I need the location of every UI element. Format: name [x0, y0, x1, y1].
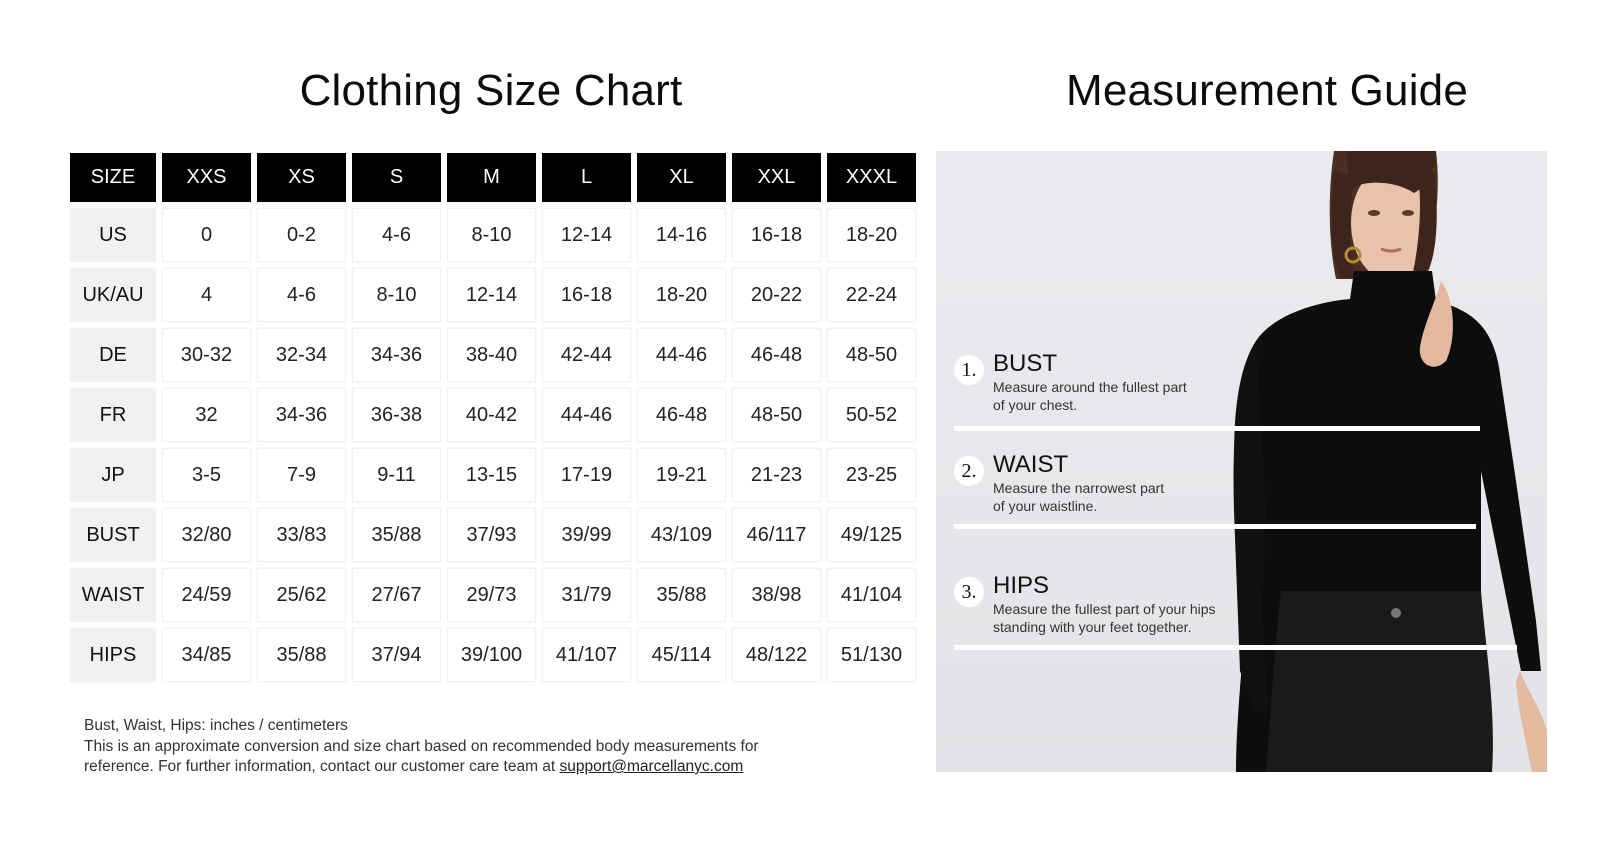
disclaimer-text: reference. For further information, contact our customer care team at	[84, 758, 560, 775]
table-cell: 46-48	[637, 388, 726, 442]
table-cell: 14-16	[637, 208, 726, 262]
table-row	[70, 208, 916, 262]
row-label: HIPS	[70, 628, 156, 682]
step-description	[993, 379, 1187, 414]
table-cell: 12-14	[542, 208, 631, 262]
row-label: WAIST	[70, 568, 156, 622]
step-description	[993, 601, 1216, 636]
table-cell: 17-19	[542, 448, 631, 502]
table-cell: 36-38	[352, 388, 441, 442]
step-label: HIPS	[993, 572, 1050, 599]
header-xxs: XXS	[162, 153, 251, 202]
row-label: BUST	[70, 508, 156, 562]
table-row	[70, 628, 916, 682]
header-xs: XS	[257, 153, 346, 202]
table-cell: 37/93	[447, 508, 536, 562]
table-row	[70, 508, 916, 562]
table-cell: 8-10	[447, 208, 536, 262]
step-description-line: Measure the narrowest part	[993, 480, 1165, 496]
table-cell: 19-21	[637, 448, 726, 502]
table-cell: 46-48	[732, 328, 821, 382]
table-row	[70, 328, 916, 382]
chart-title: Clothing Size Chart	[299, 66, 683, 115]
disclaimer-line-2	[84, 757, 844, 778]
table-cell: 27/67	[352, 568, 441, 622]
bust-measure-line	[954, 426, 1480, 431]
table-cell: 48/122	[732, 628, 821, 682]
table-cell: 0	[162, 208, 251, 262]
row-label: DE	[70, 328, 156, 382]
table-cell: 7-9	[257, 448, 346, 502]
table-cell: 43/109	[637, 508, 726, 562]
table-cell: 42-44	[542, 328, 631, 382]
table-cell: 32/80	[162, 508, 251, 562]
step-description-line: of your chest.	[993, 396, 1078, 413]
guide-title: Measurement Guide	[1065, 66, 1469, 115]
table-cell: 16-18	[732, 208, 821, 262]
table-cell: 21-23	[732, 448, 821, 502]
hips-measure-line	[954, 645, 1517, 650]
table-cell: 24/59	[162, 568, 251, 622]
table-cell: 9-11	[352, 448, 441, 502]
step-description	[993, 480, 1164, 515]
measurement-photo	[936, 151, 1547, 772]
table-cell: 0-2	[257, 208, 346, 262]
table-cell: 12-14	[447, 268, 536, 322]
step-description-line: Measure around the fullest part	[993, 379, 1187, 395]
table-cell: 38-40	[447, 328, 536, 382]
table-cell: 44-46	[637, 328, 726, 382]
row-label: US	[70, 208, 156, 262]
table-body	[70, 208, 916, 682]
step-number: 1.	[954, 355, 984, 385]
step-description-line: Measure the fullest part of your hips	[993, 601, 1216, 617]
step-number: 3.	[954, 577, 984, 607]
table-cell: 3-5	[162, 448, 251, 502]
table-cell: 48-50	[732, 388, 821, 442]
row-label: FR	[70, 388, 156, 442]
table-cell: 20-22	[732, 268, 821, 322]
table-cell: 33/83	[257, 508, 346, 562]
table-cell: 39/100	[447, 628, 536, 682]
header-size: SIZE	[70, 153, 156, 202]
table-row	[70, 448, 916, 502]
step-label: BUST	[993, 350, 1058, 377]
table-cell: 18-20	[637, 268, 726, 322]
table-cell: 34/85	[162, 628, 251, 682]
table-row	[70, 268, 916, 322]
table-cell: 38/98	[732, 568, 821, 622]
waist-measure-line	[954, 524, 1476, 529]
table-cell: 46/117	[732, 508, 821, 562]
table-cell: 35/88	[637, 568, 726, 622]
table-cell: 18-20	[827, 208, 916, 262]
step-description-line: of your waistline.	[993, 497, 1098, 514]
header-xl: XL	[637, 153, 726, 202]
step-number: 2.	[954, 456, 984, 486]
table-cell: 35/88	[257, 628, 346, 682]
table-cell: 4-6	[257, 268, 346, 322]
header-m: M	[447, 153, 536, 202]
table-cell: 4	[162, 268, 251, 322]
table-cell: 16-18	[542, 268, 631, 322]
table-cell: 34-36	[257, 388, 346, 442]
table-cell: 35/88	[352, 508, 441, 562]
table-cell: 40-42	[447, 388, 536, 442]
step-description-line: standing with your feet together.	[993, 618, 1192, 635]
header-xxl: XXL	[732, 153, 821, 202]
table-row	[70, 568, 916, 622]
table-header-row	[70, 153, 916, 202]
size-table	[64, 147, 922, 688]
table-cell: 4-6	[352, 208, 441, 262]
support-email-link[interactable]: support@marcellanyc.com	[559, 758, 744, 775]
table-cell: 22-24	[827, 268, 916, 322]
table-cell: 41/104	[827, 568, 916, 622]
size-notes	[84, 716, 844, 778]
table-cell: 25/62	[257, 568, 346, 622]
row-label: JP	[70, 448, 156, 502]
table-row	[70, 388, 916, 442]
table-cell: 45/114	[637, 628, 726, 682]
table-cell: 44-46	[542, 388, 631, 442]
table-cell: 37/94	[352, 628, 441, 682]
header-l: L	[542, 153, 631, 202]
header-s: S	[352, 153, 441, 202]
table-cell: 23-25	[827, 448, 916, 502]
table-cell: 51/130	[827, 628, 916, 682]
header-xxxl: XXXL	[827, 153, 916, 202]
table-cell: 13-15	[447, 448, 536, 502]
units-note: Bust, Waist, Hips: inches / centimeters	[84, 717, 348, 734]
table-cell: 31/79	[542, 568, 631, 622]
table-cell: 34-36	[352, 328, 441, 382]
table-cell: 30-32	[162, 328, 251, 382]
table-cell: 32-34	[257, 328, 346, 382]
step-label: WAIST	[993, 451, 1069, 478]
table-cell: 39/99	[542, 508, 631, 562]
table-cell: 41/107	[542, 628, 631, 682]
table-cell: 48-50	[827, 328, 916, 382]
table-cell: 50-52	[827, 388, 916, 442]
row-label: UK/AU	[70, 268, 156, 322]
table-cell: 32	[162, 388, 251, 442]
table-cell: 29/73	[447, 568, 536, 622]
table-cell: 8-10	[352, 268, 441, 322]
disclaimer-line-1: This is an approximate conversion and size chart based on recommended body measurements for	[84, 737, 759, 755]
table-cell: 49/125	[827, 508, 916, 562]
